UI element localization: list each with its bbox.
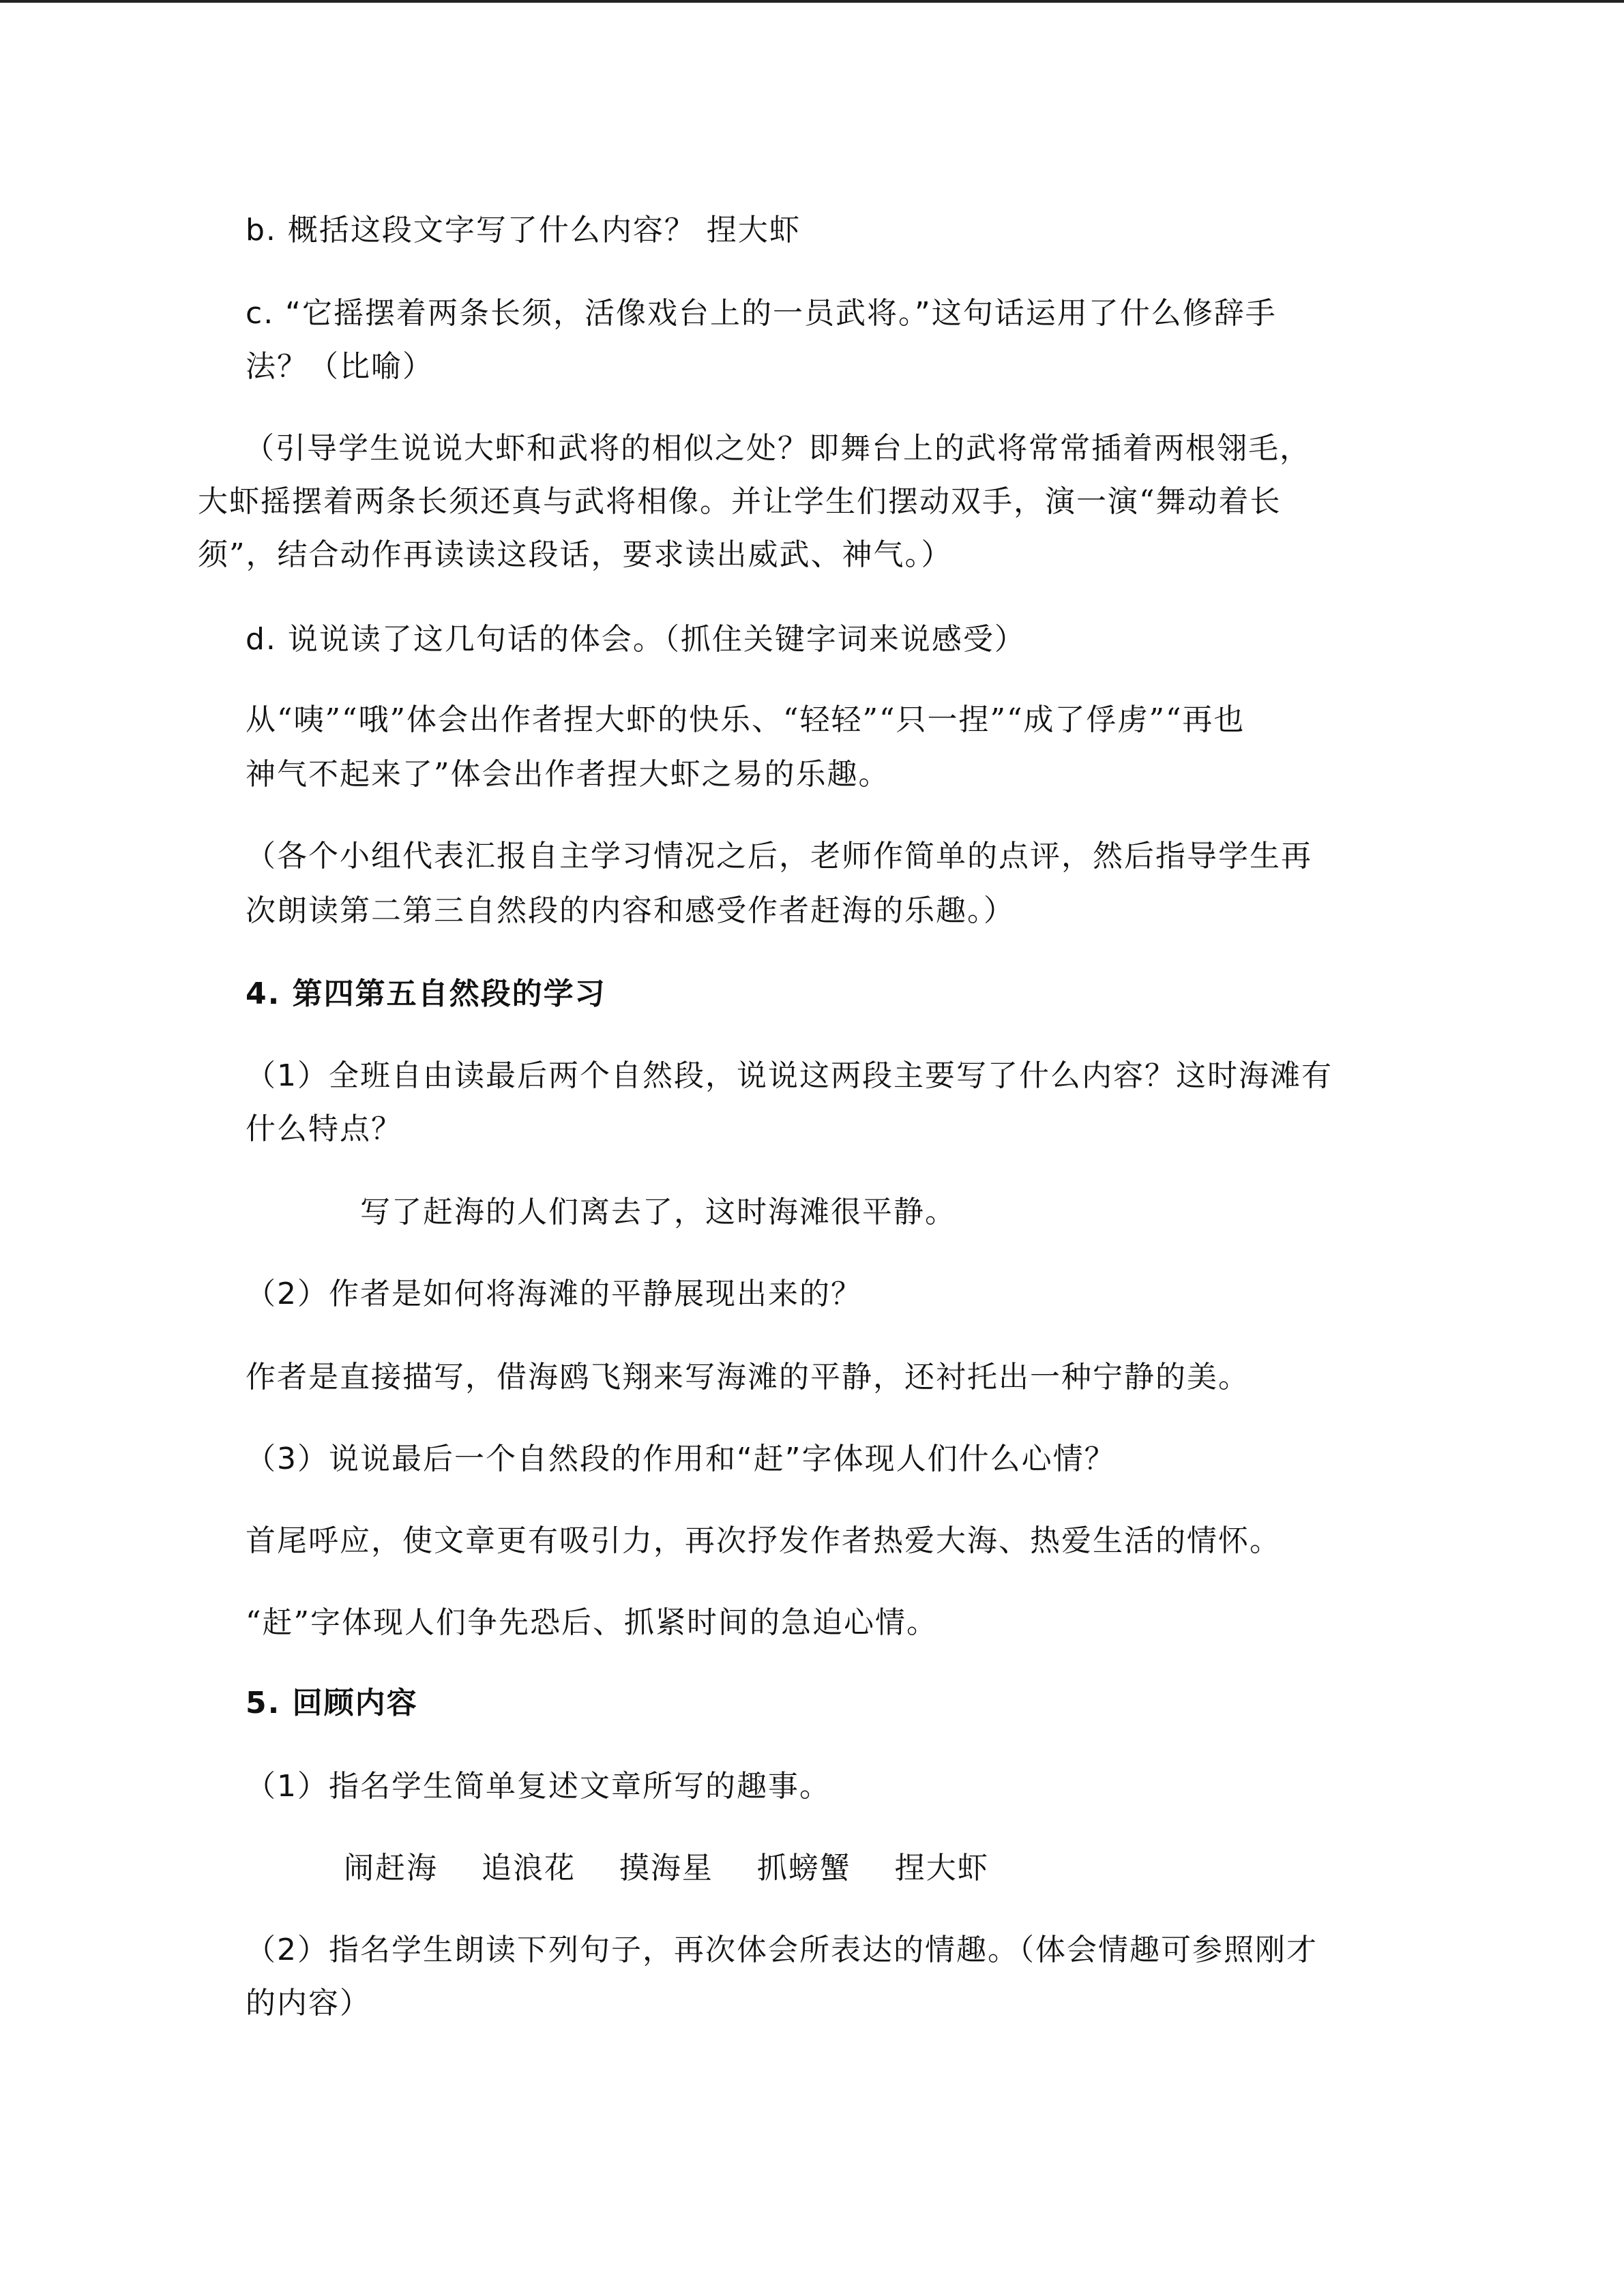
guide-note-line3: 须”，结合动作再读读这段话，要求读出威武、神气。） <box>198 537 953 572</box>
guide-note-line2: 大虾摇摆着两条长须还真与武将相像。并让学生们摆动双手，演一演“舞动着长 <box>198 484 1282 519</box>
answer-1: 写了赶海的人们离去了，这时海滩很平静。 <box>360 1195 956 1229</box>
question-3: （3）说说最后一个自然段的作用和“赶”字体现人们什么心情？ <box>246 1442 1116 1476</box>
answer-d-line2: 神气不起来了”体会出作者捏大虾之易的乐趣。 <box>246 757 890 792</box>
group-report-line2: 次朗读第二第三自然段的内容和感受作者赶海的乐趣。） <box>246 893 1015 928</box>
question-1-line1: （1）全班自由读最后两个自然段，说说这两段主要写了什么内容？这时海滩有 <box>246 1058 1333 1093</box>
question-c-line1: c. “它摇摆着两条长须，活像戏台上的一员武将。”这句话运用了什么修辞手 <box>246 296 1277 331</box>
question-b: b. 概括这段文字写了什么内容？ 捏大虾 <box>246 213 801 248</box>
answer-3-line1: 首尾呼应，使文章更有吸引力，再次抒发作者热爱大海、热爱生活的情怀。 <box>246 1523 1281 1558</box>
group-report-line1: （各个小组代表汇报自主学习情况之后，老师作简单的点评，然后指导学生再 <box>246 839 1312 874</box>
question-2: （2）作者是如何将海滩的平静展现出来的？ <box>246 1277 862 1311</box>
question-d: d. 说说读了这几句话的体会。（抓住关键字词来说感受） <box>246 622 1026 657</box>
story-list: 闹赶海 追浪花 摸海星 抓螃蟹 捏大虾 <box>344 1851 989 1885</box>
top-border-line <box>0 0 1624 3</box>
review-item-2-line2: 的内容） <box>246 1986 371 2021</box>
answer-2: 作者是直接描写，借海鸥飞翔来写海滩的平静，还衬托出一种宁静的美。 <box>246 1360 1250 1395</box>
review-item-2-line1: （2）指名学生朗读下列句子，再次体会所表达的情趣。（体会情趣可参照刚才 <box>246 1933 1318 1967</box>
question-1-line2: 什么特点？ <box>246 1112 402 1146</box>
section-heading-4: 4. 第四第五自然段的学习 <box>246 976 606 1011</box>
question-c-line2: 法？（比喻） <box>246 349 434 384</box>
answer-3-line2: “赶”字体现人们争先恐后、抓紧时间的急迫心情。 <box>246 1605 938 1640</box>
section-heading-5: 5. 回顾内容 <box>246 1686 418 1720</box>
review-item-1: （1）指名学生简单复述文章所写的趣事。 <box>246 1769 831 1804</box>
answer-d-line1: 从“咦”“哦”体会出作者捏大虾的快乐、“轻轻”“只一捏”“成了俘虏”“再也 <box>246 702 1245 737</box>
guide-note-line1: （引导学生说说大虾和武将的相似之处？即舞台上的武将常常插着两根翎毛， <box>244 431 1311 466</box>
